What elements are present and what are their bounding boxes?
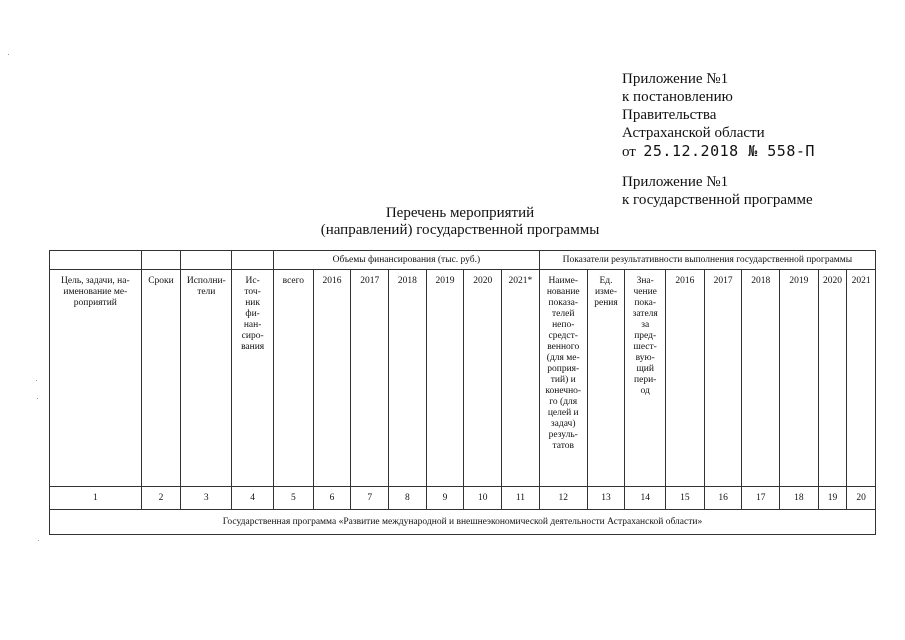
financing-group-header: Объемы финансирования (тыс. руб.) xyxy=(274,251,540,270)
column-number: 4 xyxy=(232,487,274,510)
government: Правительства xyxy=(622,107,717,123)
col-header-total: всего xyxy=(274,270,314,487)
title-line-1: Перечень мероприятий xyxy=(385,205,535,221)
scan-speck xyxy=(38,540,39,541)
col-header-unit: Ед. изме- рения xyxy=(587,270,625,487)
column-number: 20 xyxy=(847,487,876,510)
column-number: 19 xyxy=(818,487,847,510)
date-prefix: от xyxy=(622,144,636,160)
indicators-group-header: Показатели результативности выполнения государственной программы xyxy=(539,251,875,270)
column-number: 12 xyxy=(539,487,587,510)
column-number: 15 xyxy=(666,487,705,510)
page-title xyxy=(300,205,620,239)
appendix2-title: Приложение №1 xyxy=(622,174,729,190)
scan-speck xyxy=(37,398,38,399)
col-header-ind-2020: 2020 xyxy=(818,270,847,487)
col-header-ind-2019: 2019 xyxy=(780,270,819,487)
col-header-fin-2021: 2021* xyxy=(502,270,540,487)
column-number: 11 xyxy=(502,487,540,510)
column-number: 18 xyxy=(780,487,819,510)
to-program: к государственной программе xyxy=(622,192,813,208)
column-number: 7 xyxy=(351,487,389,510)
title-line-2: (направлений) государственной программы xyxy=(320,222,600,238)
column-number: 5 xyxy=(274,487,314,510)
document-header xyxy=(622,70,815,209)
column-number: 13 xyxy=(587,487,625,510)
program-row xyxy=(50,510,876,535)
to-resolution: к постановлению xyxy=(622,89,733,105)
col-header-fin-2019: 2019 xyxy=(426,270,464,487)
col-header-prev-value: Зна- чение пока- зателя за пред- шест- вую- щий пери- од xyxy=(625,270,666,487)
table-column-header-row xyxy=(50,270,876,487)
col-header-fin-2017: 2017 xyxy=(351,270,389,487)
column-number: 3 xyxy=(181,487,232,510)
col-header-ind-2018: 2018 xyxy=(742,270,780,487)
col-header-executors: Исполни- тели xyxy=(181,270,232,487)
resolution-date xyxy=(622,142,815,161)
column-number: 9 xyxy=(426,487,464,510)
table-group-header-row xyxy=(50,251,876,270)
measures-table xyxy=(49,250,876,535)
date-stamp: 25.12.2018 № 558-П xyxy=(643,142,815,160)
program-name: Государственная программа «Развитие международной и внешнеэкономической деятельности Астраханской области» xyxy=(50,510,876,535)
column-number: 1 xyxy=(50,487,142,510)
col-header-ind-2017: 2017 xyxy=(704,270,742,487)
column-number: 16 xyxy=(704,487,742,510)
scan-speck xyxy=(36,380,37,381)
col-header-ind-2021: 2021 xyxy=(847,270,876,487)
col-header-ind-2016: 2016 xyxy=(666,270,705,487)
column-number: 6 xyxy=(313,487,351,510)
column-number: 17 xyxy=(742,487,780,510)
col-header-fin-2016: 2016 xyxy=(313,270,351,487)
col-header-source: Ис- точ- ник фи- нан- сиро- вания xyxy=(232,270,274,487)
appendix-title: Приложение №1 xyxy=(622,71,729,87)
col-header-indicator-name: Наиме- нование показа- телей непо- средст- венного (для ме- роприя- тий) и конечно- го (для целей и задач) резуль- татов xyxy=(539,270,587,487)
column-number-row xyxy=(50,487,876,510)
scan-speck xyxy=(8,54,9,55)
column-number: 14 xyxy=(625,487,666,510)
column-number: 8 xyxy=(389,487,427,510)
region: Астраханской области xyxy=(622,125,765,141)
col-header-fin-2020: 2020 xyxy=(464,270,502,487)
column-number: 10 xyxy=(464,487,502,510)
col-header-terms: Сроки xyxy=(141,270,181,487)
col-header-goal: Цель, задачи, на- именование ме- роприятий xyxy=(50,270,142,487)
column-number: 2 xyxy=(141,487,181,510)
col-header-fin-2018: 2018 xyxy=(389,270,427,487)
